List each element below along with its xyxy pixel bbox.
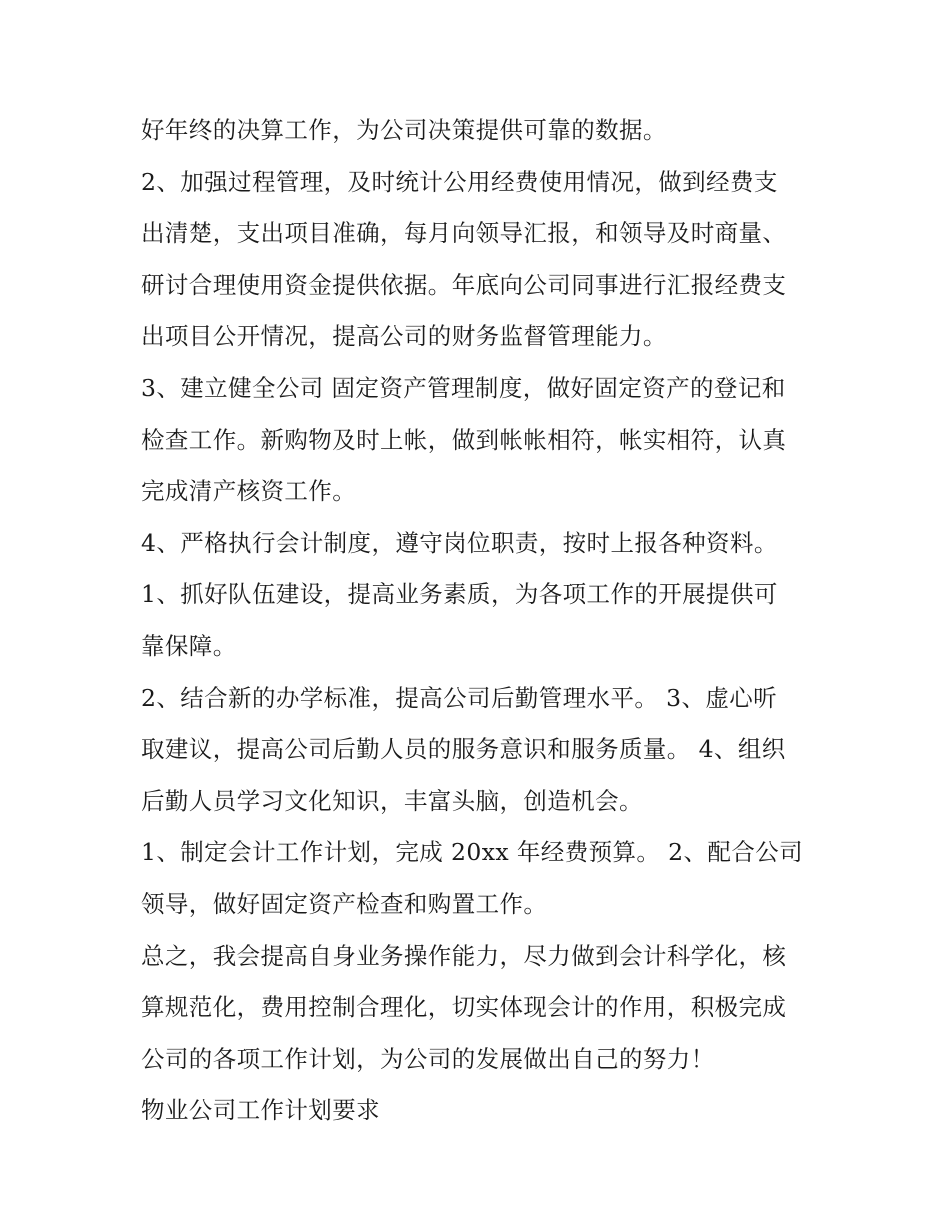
text-line: 2、结合新的办学标准，提高公司后勤管理水平。 3、虚心听 [141,683,778,712]
text-line: 研讨合理使用资金提供依据。年底向公司同事进行汇报经费支 [141,270,787,299]
text-line: 1、制定会计工作计划，完成 20xx 年经费预算。 2、配合公司 [141,838,804,867]
text-line: 2、加强过程管理，及时统计公用经费使用情况，做到经费支 [141,167,778,196]
text-line: 靠保障。 [141,631,237,660]
text-line: 总之，我会提高自身业务操作能力，尽力做到会计科学化，核 [141,941,787,970]
text-line: 算规范化，费用控制合理化，切实体现会计的作用，积极完成 [141,993,787,1022]
text-line: 1、抓好队伍建设，提高业务素质，为各项工作的开展提供可 [141,580,778,609]
text-line: 出清楚，支出项目准确，每月向领导汇报，和领导及时商量、 [141,219,787,248]
text-line: 4、严格执行会计制度，遵守岗位职责，按时上报各种资料。 [141,528,778,557]
text-line: 完成清产核资工作。 [141,477,357,506]
document-body [141,108,821,1140]
text-line: 检查工作。新购物及时上帐，做到帐帐相符，帐实相符，认真 [141,425,787,454]
text-line: 出项目公开情况，提高公司的财务监督管理能力。 [141,322,667,351]
text-line: 取建议，提高公司后勤人员的服务意识和服务质量。 4、组织 [141,735,786,764]
text-line: 好年终的决算工作，为公司决策提供可靠的数据。 [141,116,667,144]
section-title: 物业公司工作计划要求 [141,1096,380,1125]
text-line: 3、建立健全公司 固定资产管理制度，做好固定资产的登记和 [141,373,786,402]
text-line: 领导，做好固定资产检查和购置工作。 [141,889,548,918]
text-line: 公司的各项工作计划，为公司的发展做出自己的努力！ [141,1044,715,1073]
text-line: 后勤人员学习文化知识，丰富头脑，创造机会。 [141,786,643,815]
